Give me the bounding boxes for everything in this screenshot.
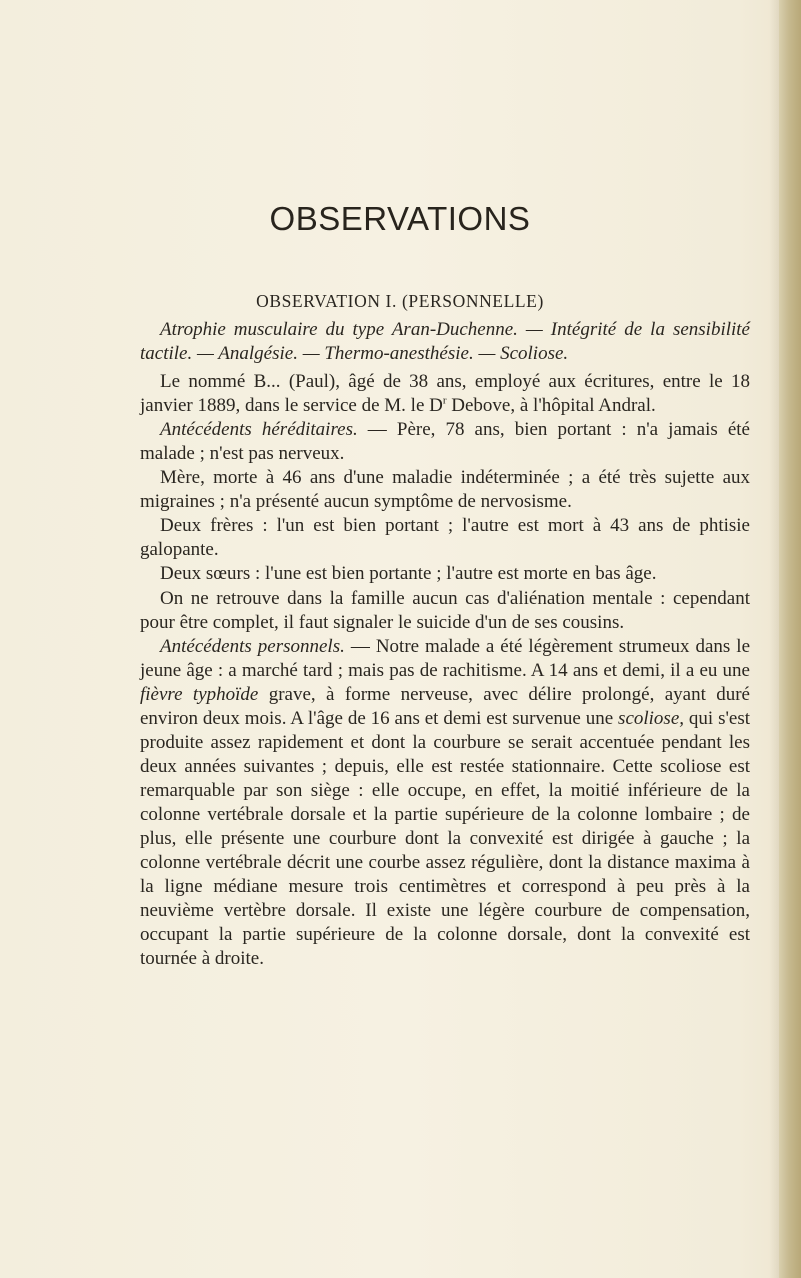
intro-text-end: Debove, à l'hôpital Andral. [446, 395, 656, 417]
hereditary-text: — Père, 78 ans, bien portant : n'a jamais été malade ; n'est pas nerveux. [140, 419, 750, 465]
hereditary-paragraph [140, 418, 750, 466]
page-edge [779, 0, 801, 1278]
personal-text-1: — Notre malade a été légèrement strumeux dans le jeune âge : a marché tard ; mais pas de rachitisme. A 14 ans et demi, il a eu une [140, 635, 751, 681]
typhoid-term: fièvre typhoïde [140, 683, 259, 705]
personal-text-2: grave, à forme nerveuse, avec délire prolongé, ayant duré environ deux mois. A l'âge de 16 ans et demi est survenue une [140, 683, 750, 729]
section-title: OBSERVATIONS [269, 200, 531, 237]
observation-note: (PERSONNELLE) [401, 291, 544, 311]
intro-paragraph [140, 370, 750, 418]
personal-heading: Antécédents personnels. [160, 635, 345, 657]
observation-heading [200, 291, 600, 312]
page-gutter-shadow [769, 0, 779, 1278]
family-paragraph: On ne retrouve dans la famille aucun cas d'aliénation mentale : cependant pour être complet, il faut signaler le suicide d'un de ses cousins. [140, 587, 750, 633]
personal-text-3: qui s'est produite assez rapidement et dont la courbure se serait accentuée pendant les deux années suivantes ; depuis, elle est restée stationnaire. Cette scoliose est remarquable par son siège : elle occupe, en effet, la moitié inférieure de la colonne vertébrale dorsale et la partie supérieure de la colonne lombaire ; de plus, elle présente une courbure dont la convexité est dirigée à gauche ; la colonne vertébrale décrit une courbe assez régulière, dont la distance maxima à la ligne médiane mesure trois centimètres et correspond à peu près à la neuvième vertèbre dorsale. Il existe une légère courbure de compensation, occupant la partie supérieure de la colonne dorsale, dont la convexité est tournée à droite. [140, 707, 750, 970]
observation-subtitle: Atrophie musculaire du type Aran-Duchenne. — Intégrité de la sensibilité tactile. — Analgésie. — Thermo-anesthésie. — Scoliose. [140, 319, 750, 365]
brothers-paragraph: Deux frères : l'un est bien portant ; l'autre est mort à 43 ans de phtisie galopante. [140, 515, 750, 561]
observation-body [140, 318, 750, 971]
intro-text: Le nommé B... (Paul), âgé de 38 ans, employé aux écritures, entre le 18 janvier 1889, dans le service de M. le D [140, 371, 750, 417]
doctor-abbrev-sup: r [442, 394, 447, 407]
hereditary-heading: Antécédents héréditaires. [160, 419, 358, 441]
sisters-paragraph: Deux sœurs : l'une est bien portante ; l'autre est morte en bas âge. [160, 563, 657, 585]
observation-label: OBSERVATION I. [256, 291, 397, 311]
scoliosis-term: scoliose, [618, 707, 685, 729]
mother-paragraph: Mère, morte à 46 ans d'une maladie indéterminée ; a été très sujette aux migraines ; n'a présenté aucun symptôme de nervosisme. [140, 467, 750, 513]
personal-paragraph [140, 635, 750, 972]
